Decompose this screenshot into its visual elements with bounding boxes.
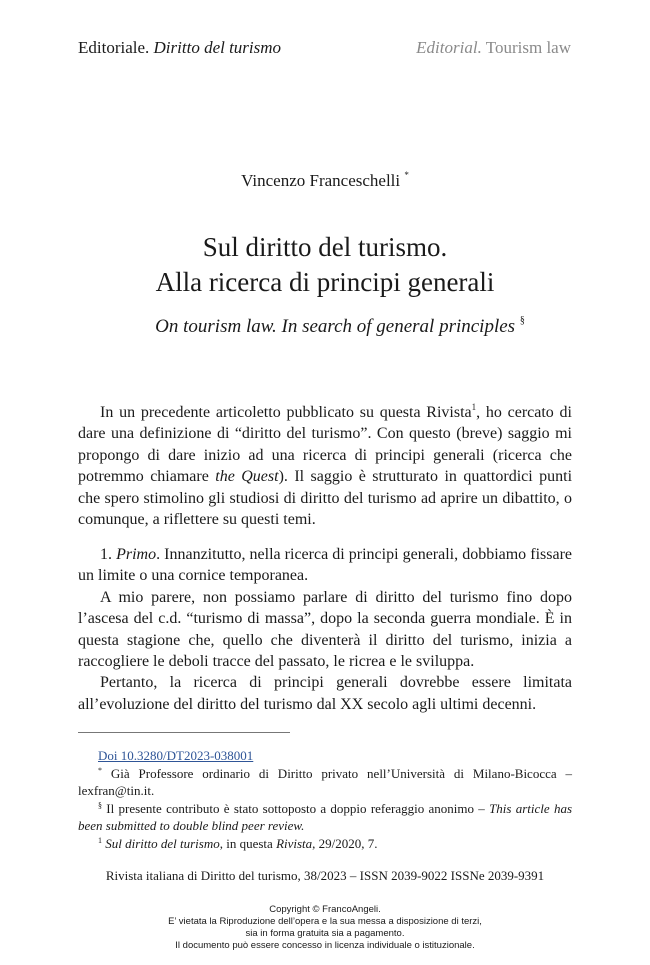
copyright-line-4: Il documento può essere concesso in licenza individuale o istituzionale.	[175, 940, 475, 951]
section-1	[78, 544, 572, 715]
footnote-section-text: Il presente contributo è stato sottoposto a doppio referaggio anonimo –	[106, 800, 485, 816]
title-line-2: Alla ricerca di principi generali	[155, 267, 495, 297]
abstract-quest: the Quest	[215, 468, 279, 486]
copyright-line-1: Copyright © FrancoAngeli.	[269, 904, 381, 915]
section-heading: Primo	[116, 546, 157, 563]
subtitle-text: On tourism law. In search of general principles	[155, 316, 516, 337]
section-number: 1.	[100, 546, 112, 563]
abstract-text-3: ). Il saggio è strutturato in quattordici punti che spero stimolino gli studiosi di diritto del turismo ad aprire un dibattito, o comunque, a riflettere su questi temi.	[78, 468, 573, 529]
section-1-paragraph-2: A mio parere, non possiamo parlare di diritto del turismo fino dopo l’ascesa del c.d. “turismo di massa”, dopo la seconda guerra mondiale. È in questa stagione che, quello che diventerà il diritto del turismo, inizia a raccogliere le deboli tracce del passato, le ricrea e le sviluppa.	[78, 588, 572, 671]
footnote-divider	[78, 732, 290, 733]
article-subtitle	[0, 315, 650, 338]
header-left-label: Editoriale.	[78, 38, 150, 57]
abstract-paragraph	[78, 402, 572, 530]
footnote-1-mid: , in questa	[219, 835, 277, 851]
footnote-section-mark: §	[98, 800, 102, 810]
article-title	[0, 230, 650, 300]
footnote-star-text: Già Professore ordinario di Diritto privato nell’Università di Milano-Bicocca – lexfran@tin.it.	[78, 765, 573, 798]
doi-link[interactable]: Doi 10.3280/DT2023-038001	[98, 748, 254, 763]
abstract-text-1: In un precedente articoletto pubblicato su questa Rivista	[100, 404, 472, 421]
subtitle-footnote-mark: §	[519, 315, 525, 326]
footnote-ref-1: 1	[471, 402, 477, 412]
footnote-1-mark: 1	[98, 835, 102, 845]
footnote-1-italic-2: Rivista	[276, 835, 313, 851]
header-right-italic: Editorial.	[416, 38, 482, 57]
author-name: Vincenzo Franceschelli	[241, 171, 401, 190]
footnote-star-mark: *	[98, 765, 102, 775]
copyright-line-3: sia in forma gratuita sia a pagamento.	[245, 928, 405, 939]
journal-footer: Rivista italiana di Diritto del turismo, 38/2023 – ISSN 2039-9022 ISSNe 2039-9391	[105, 868, 545, 883]
author-line	[0, 170, 650, 191]
section-1-paragraph-1	[78, 544, 572, 587]
footnote-1	[78, 835, 572, 853]
footnote-star	[78, 765, 572, 800]
abstract-text-2: , ho cercato di dare una definizione di “diritto del turismo”. Con questo (breve) saggio mi propongo di dare inizio ad una ricerca di principi generali (ricerca che potremmo chiamare	[78, 404, 572, 486]
running-header-left	[78, 38, 281, 58]
footnote-section-italic: This article has been submitted to double blind peer review.	[78, 800, 573, 833]
header-right-label: Tourism law	[485, 38, 571, 57]
footnote-section	[78, 800, 572, 835]
header-left-italic: Diritto del turismo	[153, 38, 282, 57]
section-1-text-1: . Innanzitutto, nella ricerca di principi generali, dobbiamo fissare un limite o una cornice temporanea.	[78, 546, 573, 585]
author-footnote-mark: *	[404, 170, 409, 180]
running-header-right	[416, 38, 571, 58]
footnote-1-italic: Sul diritto del turismo	[105, 835, 220, 851]
copyright-notice	[0, 904, 650, 952]
copyright-line-2: E’ vietata la Riproduzione dell’opera e la sua messa a disposizione di terzi,	[168, 916, 482, 927]
section-1-paragraph-3: Pertanto, la ricerca di principi generali dovrebbe essere limitata all’evoluzione del diritto del turismo dal XX secolo agli ultimi decenni.	[78, 674, 572, 713]
footnote-1-end: , 29/2020, 7.	[312, 835, 378, 851]
title-line-1: Sul diritto del turismo.	[202, 232, 448, 262]
footnotes	[78, 747, 572, 852]
